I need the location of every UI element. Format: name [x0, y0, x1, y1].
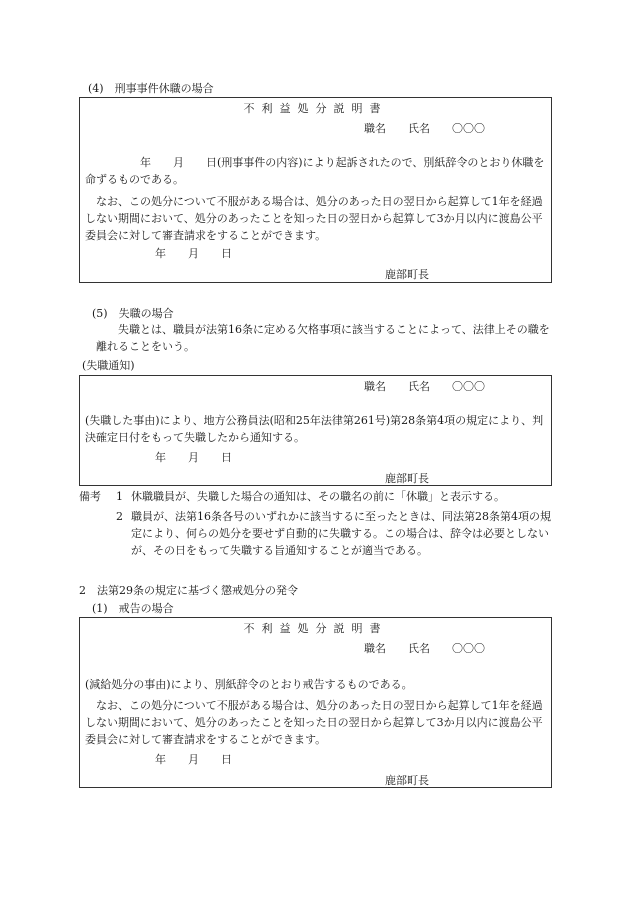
- section4-body1: 年 月 日(刑事事件の内容)により起訴されたので、別紙辞令のとおり休職を命ずるものである。: [85, 156, 545, 187]
- part2-box: [79, 617, 552, 788]
- section5-date-line: 年 月 日: [155, 451, 232, 464]
- note-1-number: 1: [116, 490, 123, 503]
- note-2-text: 職員が、法第16条各号のいずれかに該当するに至ったときは、同法第28条第4項の規定により、何らの処分を要せず自動的に失職する。この場合は、辞令は必要としないが、その日をもって失職する旨通知することが適当である。: [131, 510, 551, 558]
- section5-notice-label: (失職通知): [82, 359, 135, 372]
- part2-title: 不利益処分説明書: [243, 622, 388, 635]
- section5-description: 失職とは、職員が法第16条に定める欠格事項に該当することによって、法律上その職を離れることをいう。: [96, 323, 550, 354]
- part2-heading: 2 法第29条の規定に基づく懲戒処分の発令: [79, 584, 298, 597]
- section4-date-line: 年 月 日: [155, 247, 232, 260]
- part2-subheading: (1) 戒告の場合: [92, 602, 174, 615]
- section5-name-line: 職名 氏名 〇〇〇: [364, 380, 485, 393]
- section4-box: [79, 97, 552, 283]
- part2-body2: なお、この処分について不服がある場合は、処分のあった日の翌日から起算して1年を経過しない期間において、処分のあったことを知った日の翌日から起算して3か月以内に渡島公平委員会に対して審査請求をすることができます。: [85, 699, 543, 747]
- notes-label: 備考: [79, 490, 101, 503]
- section5-body: (失職した事由)により、地方公務員法(昭和25年法律第261号)第28条第4項の規定により、判決確定日付をもって失職したから通知する。: [85, 414, 544, 445]
- note-1-text: 休職職員が、失職した場合の通知は、その職名の前に「休職」と表示する。: [131, 490, 505, 503]
- section4-heading: (4) 刑事事件休職の場合: [88, 82, 214, 95]
- section5-heading: (5) 失職の場合: [92, 307, 174, 320]
- part2-body1: (減給処分の事由)により、別紙辞令のとおり戒告するものである。: [85, 678, 413, 691]
- section5-signer: 鹿部町長: [385, 472, 429, 485]
- part2-name-line: 職名 氏名 〇〇〇: [364, 642, 485, 655]
- part2-signer: 鹿部町長: [385, 774, 429, 787]
- section4-title: 不利益処分説明書: [243, 102, 388, 115]
- section4-signer: 鹿部町長: [385, 268, 429, 281]
- section4-name-line: 職名 氏名 〇〇〇: [364, 122, 485, 135]
- part2-date-line: 年 月 日: [155, 753, 232, 766]
- section4-body2: なお、この処分について不服がある場合は、処分のあった日の翌日から起算して1年を経過しない期間において、処分のあったことを知った日の翌日から起算して3か月以内に渡島公平委員会に対して審査請求をすることができます。: [85, 195, 543, 243]
- note-2-number: 2: [116, 510, 123, 523]
- section5-box: [79, 375, 552, 486]
